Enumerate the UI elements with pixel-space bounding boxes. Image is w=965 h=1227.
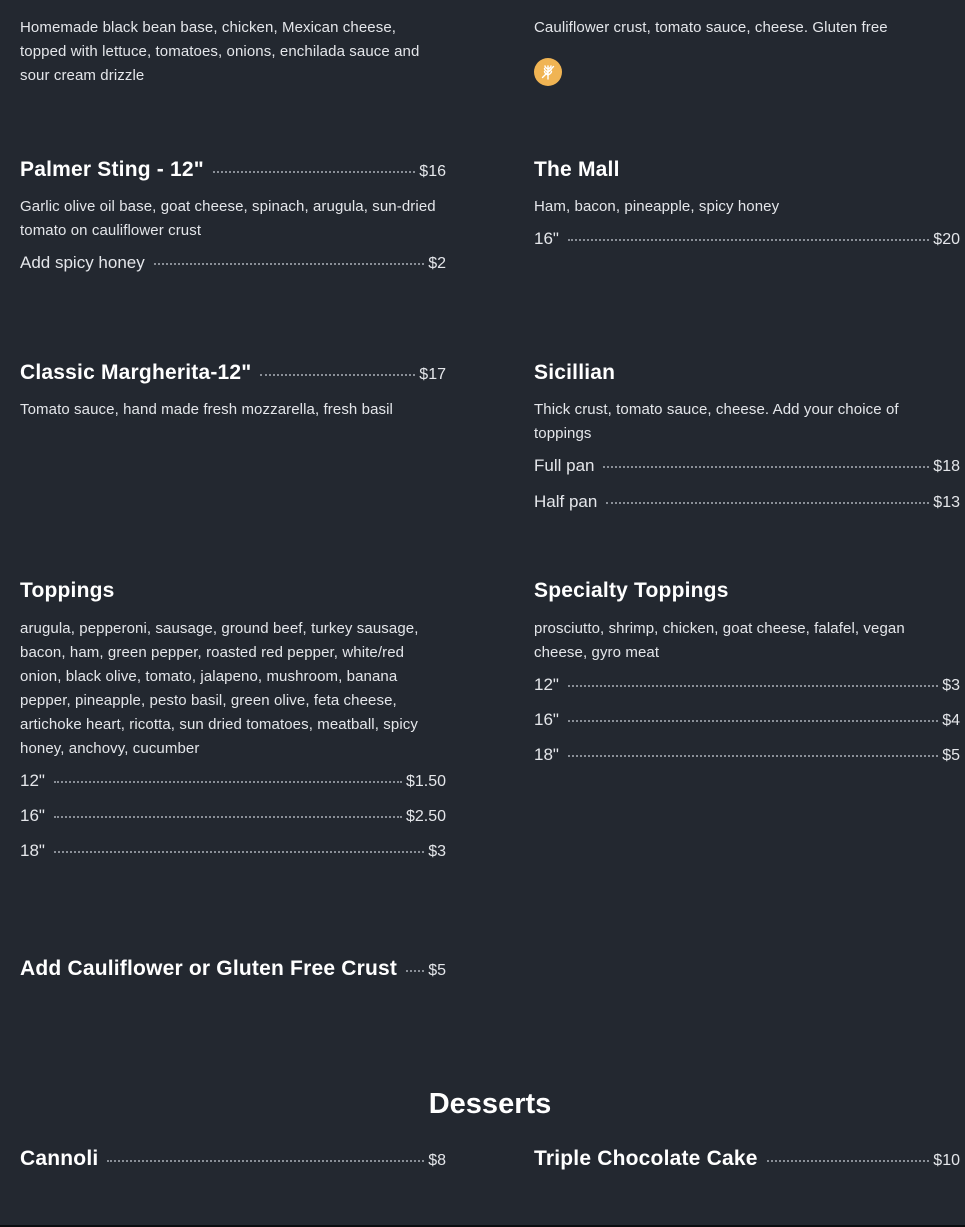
dot-leader xyxy=(603,466,929,468)
dot-leader xyxy=(260,374,415,376)
option-price: $3 xyxy=(942,677,960,694)
gluten-free-wheat-icon xyxy=(534,58,562,86)
option-price: $20 xyxy=(933,231,960,248)
item-description: Thick crust, tomato sauce, cheese. Add your choice of toppings xyxy=(534,401,899,442)
item-option-row xyxy=(534,456,960,476)
dot-leader xyxy=(767,1160,930,1162)
item-description: Ham, bacon, pineapple, spicy honey xyxy=(534,198,780,215)
item-price: $5 xyxy=(428,962,446,979)
option-price: $18 xyxy=(933,458,960,475)
option-label: Half pan xyxy=(534,492,598,511)
option-label: Add spicy honey xyxy=(20,253,145,272)
menu-item-toppings xyxy=(20,579,446,861)
item-option-row xyxy=(20,771,446,791)
option-label: 16" xyxy=(534,229,559,248)
item-title-row xyxy=(20,579,446,603)
item-price: $8 xyxy=(428,1152,446,1169)
item-option-row xyxy=(534,745,960,765)
item-title: Toppings xyxy=(20,579,115,602)
item-option-row xyxy=(534,229,960,249)
option-price: $13 xyxy=(933,494,960,511)
item-option-row xyxy=(534,710,960,730)
item-title: Specialty Toppings xyxy=(534,579,729,602)
option-label: 12" xyxy=(20,771,45,790)
item-title-row xyxy=(20,1147,446,1171)
item-option-row xyxy=(20,253,446,273)
item-title: Add Cauliflower or Gluten Free Crust xyxy=(20,957,398,980)
item-option-row xyxy=(534,492,960,512)
item-description: arugula, pepperoni, sausage, ground beef, turkey sausage, bacon, ham, green pepper, roasted red pepper, white/red onion, black olive, tomato, jalapeno, mushroom, banana pepper, pineapple, pesto basil, green olive, feta cheese, artichoke heart, ricotta, sun dried tomatoes, meatball, spicy honey, anchovy, cucumber xyxy=(20,620,419,757)
dot-leader xyxy=(568,685,938,687)
item-title: Sicillian xyxy=(534,361,616,384)
option-price: $3 xyxy=(428,843,446,860)
menu-item-palmer-sting xyxy=(20,158,446,273)
dot-leader xyxy=(54,851,424,853)
menu-item-the-mall xyxy=(534,158,960,249)
dot-leader xyxy=(406,970,424,972)
dot-leader xyxy=(606,502,929,504)
item-price: $10 xyxy=(933,1152,960,1169)
option-price: $2.50 xyxy=(405,808,446,825)
item-description: Homemade black bean base, chicken, Mexican cheese, topped with lettuce, tomatoes, onions, enchilada sauce and sour cream drizzle xyxy=(20,19,420,84)
item-option-row xyxy=(20,806,446,826)
item-title: Triple Chocolate Cake xyxy=(534,1147,758,1170)
option-price: $4 xyxy=(942,712,960,729)
option-price: $2 xyxy=(428,255,446,272)
option-label: 18" xyxy=(20,841,45,860)
item-title-row xyxy=(534,361,960,385)
option-label: Full pan xyxy=(534,456,595,475)
item-title: Classic Margherita-12" xyxy=(20,361,252,384)
option-label: 18" xyxy=(534,745,559,764)
dot-leader xyxy=(54,781,402,783)
item-title: Palmer Sting - 12" xyxy=(20,158,204,181)
dot-leader xyxy=(154,263,424,265)
item-title-row xyxy=(20,361,446,385)
item-option-row xyxy=(20,841,446,861)
option-price: $5 xyxy=(942,747,960,764)
item-description: Garlic olive oil base, goat cheese, spinach, arugula, sun-dried tomato on cauliflower crust xyxy=(20,198,436,239)
item-title-row xyxy=(20,158,446,182)
menu-item-top-left xyxy=(20,16,446,88)
item-price: $17 xyxy=(419,366,446,383)
menu-item-top-right xyxy=(534,16,960,86)
dot-leader xyxy=(568,755,938,757)
dot-leader xyxy=(568,239,929,241)
menu-item-triple-chocolate-cake xyxy=(534,1147,960,1171)
item-title-row xyxy=(534,1147,960,1171)
menu-item-sicillian xyxy=(534,361,960,512)
item-description: Tomato sauce, hand made fresh mozzarella, fresh basil xyxy=(20,401,393,418)
option-price: $1.50 xyxy=(405,773,446,790)
menu-item-cannoli xyxy=(20,1147,446,1171)
item-title-row xyxy=(534,579,960,603)
dot-leader xyxy=(568,720,938,722)
option-label: 16" xyxy=(534,710,559,729)
item-description: prosciutto, shrimp, chicken, goat cheese, falafel, vegan cheese, gyro meat xyxy=(534,620,905,661)
item-title-row xyxy=(534,158,960,182)
item-title-row xyxy=(20,957,446,981)
item-description: Cauliflower crust, tomato sauce, cheese. Gluten free xyxy=(534,19,888,36)
menu-item-gluten-free-crust xyxy=(20,957,446,981)
item-price: $16 xyxy=(419,163,446,180)
item-option-row xyxy=(534,675,960,695)
menu-item-classic-margherita xyxy=(20,361,446,422)
dot-leader xyxy=(107,1160,424,1162)
item-title: Cannoli xyxy=(20,1147,99,1170)
option-label: 12" xyxy=(534,675,559,694)
section-heading-desserts: Desserts xyxy=(428,1088,552,1120)
menu-item-specialty-toppings xyxy=(534,579,960,765)
item-title: The Mall xyxy=(534,158,620,181)
option-label: 16" xyxy=(20,806,45,825)
dot-leader xyxy=(213,171,415,173)
dot-leader xyxy=(54,816,402,818)
